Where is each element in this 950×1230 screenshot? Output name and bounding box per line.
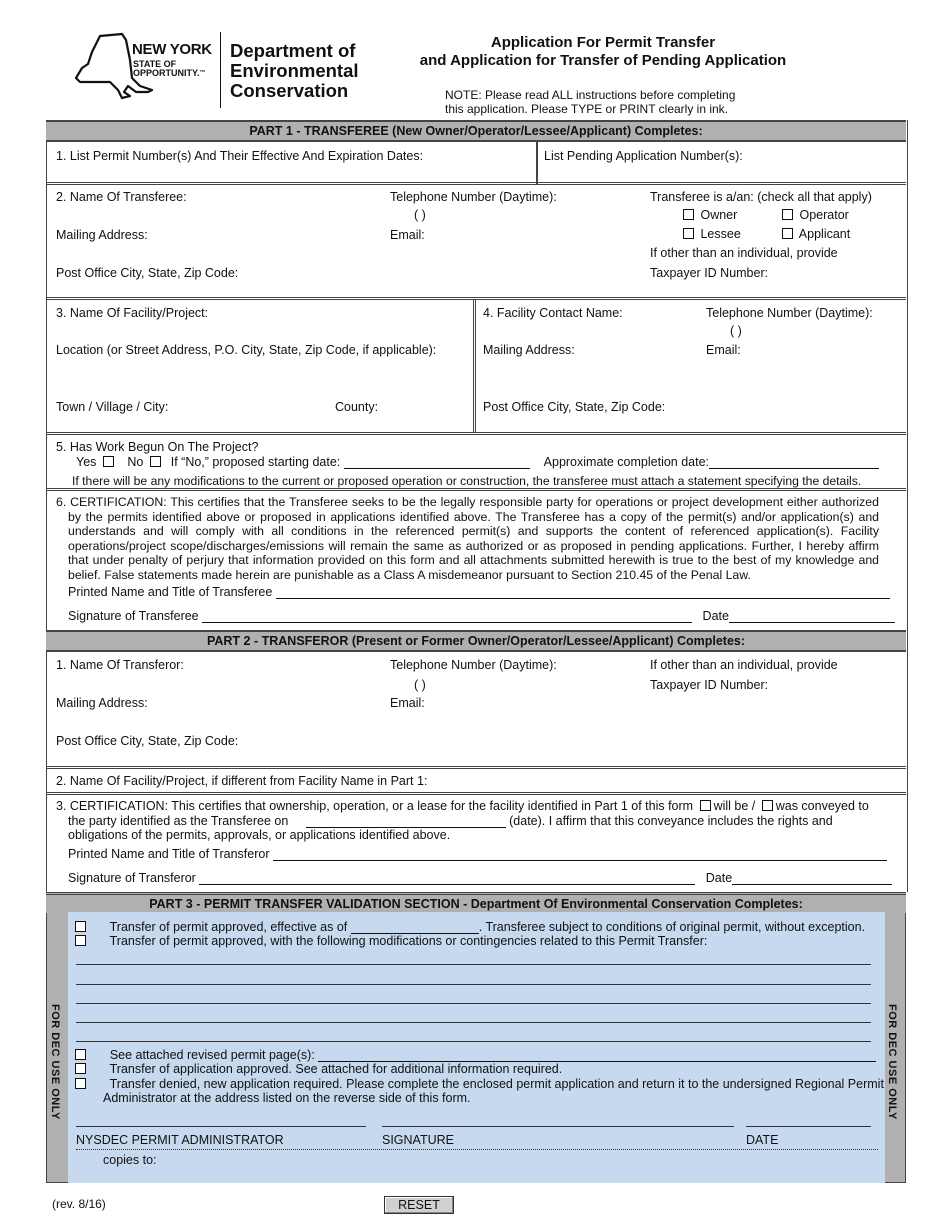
opt1-label-b: . Transferee subject to conditions of original permit, without exception.: [478, 920, 866, 934]
copies-to-label: copies to:: [103, 1153, 157, 1167]
q2-owner-option[interactable]: [680, 208, 737, 222]
q4-phone-paren: ( ): [730, 324, 742, 338]
p3-opt1: [72, 920, 865, 934]
q4-phone-label: Telephone Number (Daytime):: [706, 306, 873, 320]
q1-permit-label: 1. List Permit Number(s) And Their Effective And Expiration Dates:: [56, 149, 424, 163]
opt5-checkbox[interactable]: [75, 1078, 86, 1089]
logo-new-york: [132, 41, 212, 58]
q2-bottom-rule: [46, 297, 906, 300]
q6-printed-name-field[interactable]: [276, 586, 890, 599]
q5-bottom-rule: [46, 488, 906, 491]
owner-checkbox[interactable]: [683, 209, 694, 220]
q2-operator-option[interactable]: [779, 208, 849, 222]
sig-date-label: DATE: [746, 1133, 779, 1147]
reset-button[interactable]: RESET: [384, 1196, 454, 1214]
operator-label: Operator: [799, 208, 849, 222]
signature-line[interactable]: [382, 1126, 734, 1127]
note: [445, 88, 735, 116]
p2-q3-signature-row: [68, 871, 892, 885]
q5-completion-label: Approximate completion date:: [543, 455, 710, 469]
p2-q1-other-label: If other than an individual, provide: [650, 658, 838, 672]
p2-q1-email-label: Email:: [390, 696, 425, 710]
q5-if-no-label: If “No,” proposed starting date:: [170, 455, 341, 469]
q2-lessee-option[interactable]: [680, 227, 741, 241]
q6-date-field[interactable]: [729, 610, 895, 623]
q5-no-label: No: [127, 455, 144, 469]
q2-applicant-option[interactable]: [779, 227, 850, 241]
owner-label: Owner: [700, 208, 738, 222]
opt1-checkbox[interactable]: [75, 921, 86, 932]
p3-opt4: [72, 1062, 562, 1076]
will-be-checkbox[interactable]: [700, 800, 711, 811]
q6-signature-row: [68, 609, 895, 623]
revised-pages-field[interactable]: [318, 1049, 876, 1062]
applicant-label: Applicant: [798, 227, 851, 241]
q6-signature-field[interactable]: [202, 610, 692, 623]
q5-options: [76, 455, 879, 469]
p3-opt5: [72, 1077, 884, 1091]
q3-location-label: Location (or Street Address, P.O. City, State, Zip Code, if applicable):: [56, 343, 437, 357]
title-line1: Application For Permit Transfer: [490, 34, 716, 51]
opt3-checkbox[interactable]: [75, 1049, 86, 1060]
q1-divider: [536, 142, 538, 184]
modification-line-4[interactable]: [76, 1022, 871, 1023]
logo-tm: ™: [199, 70, 206, 76]
lessee-label: Lessee: [700, 227, 741, 241]
admin-signature-line[interactable]: [76, 1126, 366, 1127]
conveyance-date-field[interactable]: [306, 815, 506, 828]
q6-signature-label: Signature of Transferee: [68, 609, 199, 623]
dec-use-only-left: FOR DEC USE ONLY: [49, 1004, 61, 1120]
opt5-label-line1: Transfer denied, new application required. Please complete the enclosed permit application and return it to the undersigned Regional Permit: [109, 1077, 884, 1091]
q3-county-label: County:: [335, 400, 379, 414]
dept-line3: Conservation: [230, 80, 349, 101]
opt4-checkbox[interactable]: [75, 1063, 86, 1074]
p3-opt5-line2: Administrator at the address listed on the reverse side of this form.: [103, 1091, 471, 1105]
q6-certification-body: 6. CERTIFICATION: This certifies that the Transferee seeks to be the legally responsible party for operations or project development either authorized by the permits identified above or proposed in applications identified above. The Transferee has a copy of the permit(s) and/or application(s) and understands and will comply with all conditions in the referenced permit(s) and supports the content of referenced application(s). Facility operations/project scope/discharges/emissions will remain the same as authorized or as proposed in pending applications. Further, I hereby affirm that under penalty of perjury that information provided on this form and all attachments submitted herewith is true to the best of my knowledge and belief. False statements made herein are punishable as a Class A misdemeanor pursuant to Section 210.45 of the Penal Law.: [56, 495, 879, 582]
q4-contact-label: 4. Facility Contact Name:: [483, 306, 623, 320]
p2-q1-phone-paren: ( ): [414, 678, 426, 692]
opt2-checkbox[interactable]: [75, 935, 86, 946]
p2-q1-bottom-rule: [46, 766, 906, 769]
q2-phone-label: Telephone Number (Daytime):: [390, 190, 557, 204]
p2-printed-name-field[interactable]: [273, 848, 887, 861]
dept-line2: Environmental: [230, 60, 359, 81]
logo-ny-text: NEW YORK: [132, 41, 212, 58]
q3-bottom-rule: [46, 432, 906, 435]
q3-town-label: Town / Village / City:: [56, 400, 169, 414]
q4-mailing-label: Mailing Address:: [483, 343, 575, 357]
q6-printed-label: Printed Name and Title of Transferee: [68, 585, 273, 599]
opt3-label: See attached revised permit page(s):: [109, 1048, 315, 1062]
p2-signature-field[interactable]: [199, 872, 695, 885]
q2-name-label: 2. Name Of Transferee:: [56, 190, 187, 204]
modification-line-3[interactable]: [76, 1003, 871, 1004]
q3-q4-divider: [473, 300, 476, 433]
logo-state-line1: STATE OF: [133, 59, 177, 69]
dec-use-only-right: FOR DEC USE ONLY: [886, 1004, 898, 1120]
modification-line-2[interactable]: [76, 984, 871, 985]
p2-q1-po-label: Post Office City, State, Zip Code:: [56, 734, 239, 748]
was-conveyed-checkbox[interactable]: [762, 800, 773, 811]
note-line1: NOTE: Please read ALL instructions before completing: [445, 88, 736, 102]
p2-q3-line1: [56, 799, 869, 813]
revision-label: (rev. 8/16): [52, 1197, 106, 1211]
copies-rule: [76, 1149, 878, 1150]
p2-q1-name-label: 1. Name Of Transferor:: [56, 658, 184, 672]
note-line2: this application. Please TYPE or PRINT clearly in ink.: [445, 102, 729, 116]
q2-phone-paren: ( ): [414, 208, 426, 222]
q5-yes-checkbox[interactable]: [103, 456, 114, 467]
q2-taxpayer-label: Taxpayer ID Number:: [650, 266, 769, 280]
will-be-label: will be /: [713, 799, 756, 813]
part1-header: PART 1 - TRANSFEREE (New Owner/Operator/Lessee/Applicant) Completes:: [46, 120, 906, 142]
modification-line-1[interactable]: [76, 964, 871, 965]
date-line[interactable]: [746, 1126, 871, 1127]
applicant-checkbox[interactable]: [782, 228, 793, 239]
p2-q1-taxpayer-label: Taxpayer ID Number:: [650, 678, 769, 692]
p2-q2-bottom-rule: [46, 792, 906, 795]
p2-q3-line2-a: the party identified as the Transferee on: [68, 814, 289, 828]
p2-q3-line2: [68, 814, 833, 828]
q6-printed-row: [68, 585, 890, 599]
q6-certification-text: [56, 495, 879, 582]
q2-other-label: If other than an individual, provide: [650, 246, 838, 260]
opt2-label: Transfer of permit approved, with the following modifications or contingencies related to this Permit Transfer:: [109, 934, 708, 948]
sig-signature-label: SIGNATURE: [382, 1133, 454, 1147]
q1-bottom-rule: [46, 182, 906, 185]
p2-q3-line2-b: (date). I affirm that this conveyance includes the rights and: [509, 814, 833, 828]
p2-q2-label: 2. Name Of Facility/Project, if different from Facility Name in Part 1:: [56, 774, 428, 788]
q5-completion-date-field[interactable]: [709, 456, 879, 469]
p2-printed-label: Printed Name and Title of Transferor: [68, 847, 270, 861]
title-line2: and Application for Transfer of Pending Application: [419, 52, 787, 69]
p2-q3-printed-row: [68, 847, 887, 861]
q4-email-label: Email:: [706, 343, 741, 357]
p2-q3-line3: obligations of the permits, approvals, or applications identified above.: [68, 828, 451, 842]
form-title: [380, 34, 826, 70]
dept-line1: Department of: [230, 40, 356, 61]
q4-po-label: Post Office City, State, Zip Code:: [483, 400, 666, 414]
opt1-label-a: Transfer of permit approved, effective as of: [109, 920, 348, 934]
q2-transferee-is-label: Transferee is a/an: (check all that apply): [650, 190, 872, 204]
modification-line-5[interactable]: [76, 1041, 871, 1042]
part2-header: PART 2 - TRANSFEROR (Present or Former Owner/Operator/Lessee/Applicant) Completes:: [46, 630, 906, 652]
q2-po-label: Post Office City, State, Zip Code:: [56, 266, 239, 280]
p2-q3-part-a: 3. CERTIFICATION: This certifies that ownership, operation, or a lease for the facility identified in Part 1 of this form: [56, 799, 694, 813]
q1-pending-label: List Pending Application Number(s):: [544, 149, 743, 163]
lessee-checkbox[interactable]: [683, 228, 694, 239]
q5-yes-label: Yes: [76, 455, 97, 469]
operator-checkbox[interactable]: [782, 209, 793, 220]
q5-no-checkbox[interactable]: [150, 456, 161, 467]
p3-opt3: [72, 1048, 876, 1062]
logo-state-line2-text: OPPORTUNITY.: [133, 68, 200, 78]
p2-q1-mailing-label: Mailing Address:: [56, 696, 148, 710]
q2-email-label: Email:: [390, 228, 425, 242]
part3-header: PART 3 - PERMIT TRANSFER VALIDATION SECTION - Department Of Environmental Conservation Completes:: [46, 892, 906, 913]
q5-note: If there will be any modifications to the current or proposed operation or construction, the transferee must attach a statement specifying the details.: [72, 474, 862, 488]
q6-date-label: Date: [702, 609, 729, 623]
q2-mailing-label: Mailing Address:: [56, 228, 148, 242]
opt4-label: Transfer of application approved. See attached for additional information required.: [109, 1062, 563, 1076]
p2-date-field[interactable]: [732, 872, 892, 885]
q5-start-date-field[interactable]: [344, 456, 530, 469]
p2-signature-label: Signature of Transferor: [68, 871, 196, 885]
was-conveyed-label: was conveyed to: [775, 799, 869, 813]
logo-state-line2: [133, 69, 206, 78]
q3-facility-label: 3. Name Of Facility/Project:: [56, 306, 209, 320]
logo-divider: [220, 32, 221, 108]
q5-label: 5. Has Work Begun On The Project?: [56, 440, 259, 454]
p3-opt2: [72, 934, 707, 948]
effective-date-field[interactable]: [351, 921, 479, 934]
p2-q1-phone-label: Telephone Number (Daytime):: [390, 658, 557, 672]
p2-date-label: Date: [705, 871, 733, 885]
sig-admin-label: NYSDEC PERMIT ADMINISTRATOR: [76, 1133, 284, 1147]
